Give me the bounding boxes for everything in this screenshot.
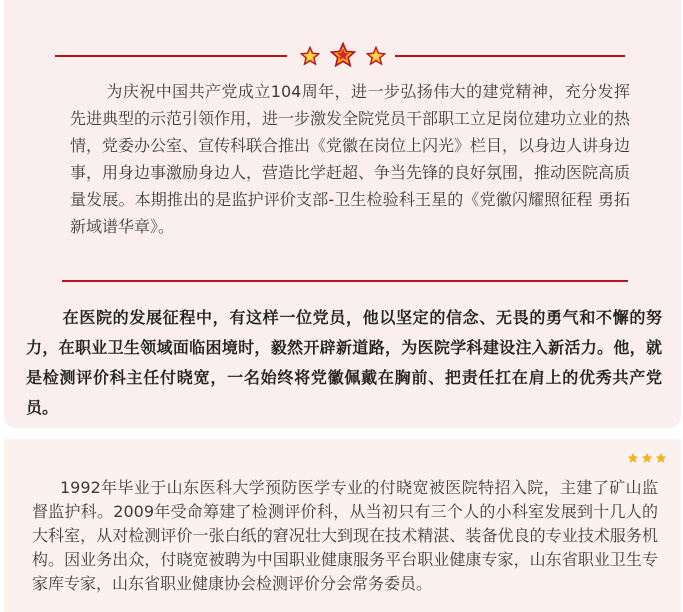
intro-bottom-rule <box>62 280 628 282</box>
corner-stars <box>627 452 667 464</box>
star-icon <box>300 46 320 66</box>
star-icon <box>641 452 653 464</box>
star-icon <box>627 452 639 464</box>
bio-paragraph <box>32 476 658 596</box>
star-divider <box>55 42 625 70</box>
bio-text: 1992年毕业于山东医科大学预防医学专业的付晓宽被医院特招入院，主建了矿山监督监护科。2009年受命筹建了检测评价科，从当初只有三个人的小科室发展到十几人的大科室，从对检测评价一张白纸的窘况壮大到现在技术精湛、装备优良的专业技术服务机构。因业务出众，付晓宽被聘为中国职业健康服务平台职业健康专家，山东省职业卫生专家库专家，山东省职业健康协会检测评价分会常务委员。 <box>32 478 658 593</box>
star-icon <box>330 42 356 68</box>
divider-rule-left <box>55 55 287 57</box>
highlight-paragraph <box>26 303 662 423</box>
intro-text: 为庆祝中国共产党成立104周年，进一步弘扬伟大的建党精神，充分发挥先进典型的示范引领作用，进一步激发全院党员干部职工立足岗位建功立业的热情，党委办公室、宣传科联合推出《党徽在岗位上闪光》栏目，以身边人讲身边事，用身边事激励身边人，营造比学赶超、争当先锋的良好氛围，推动医院高质量发展。本期推出的是监护评价支部-卫生检验科王星的《党徽闪耀照征程 勇拓新域谱华章》。 <box>70 82 631 236</box>
divider-rule-right <box>395 55 625 57</box>
star-icon <box>655 452 667 464</box>
star-icon <box>366 46 386 66</box>
intro-paragraph <box>70 78 630 240</box>
highlight-text: 在医院的发展征程中，有这样一位党员，他以坚定的信念、无畏的勇气和不懈的努力，在职业卫生领域面临困境时，毅然开辟新道路，为医院学科建设注入新活力。他，就是检测评价科主任付晓宽，一名始终将党徽佩戴在胸前、把责任扛在肩上的优秀共产党员。 <box>26 308 662 417</box>
